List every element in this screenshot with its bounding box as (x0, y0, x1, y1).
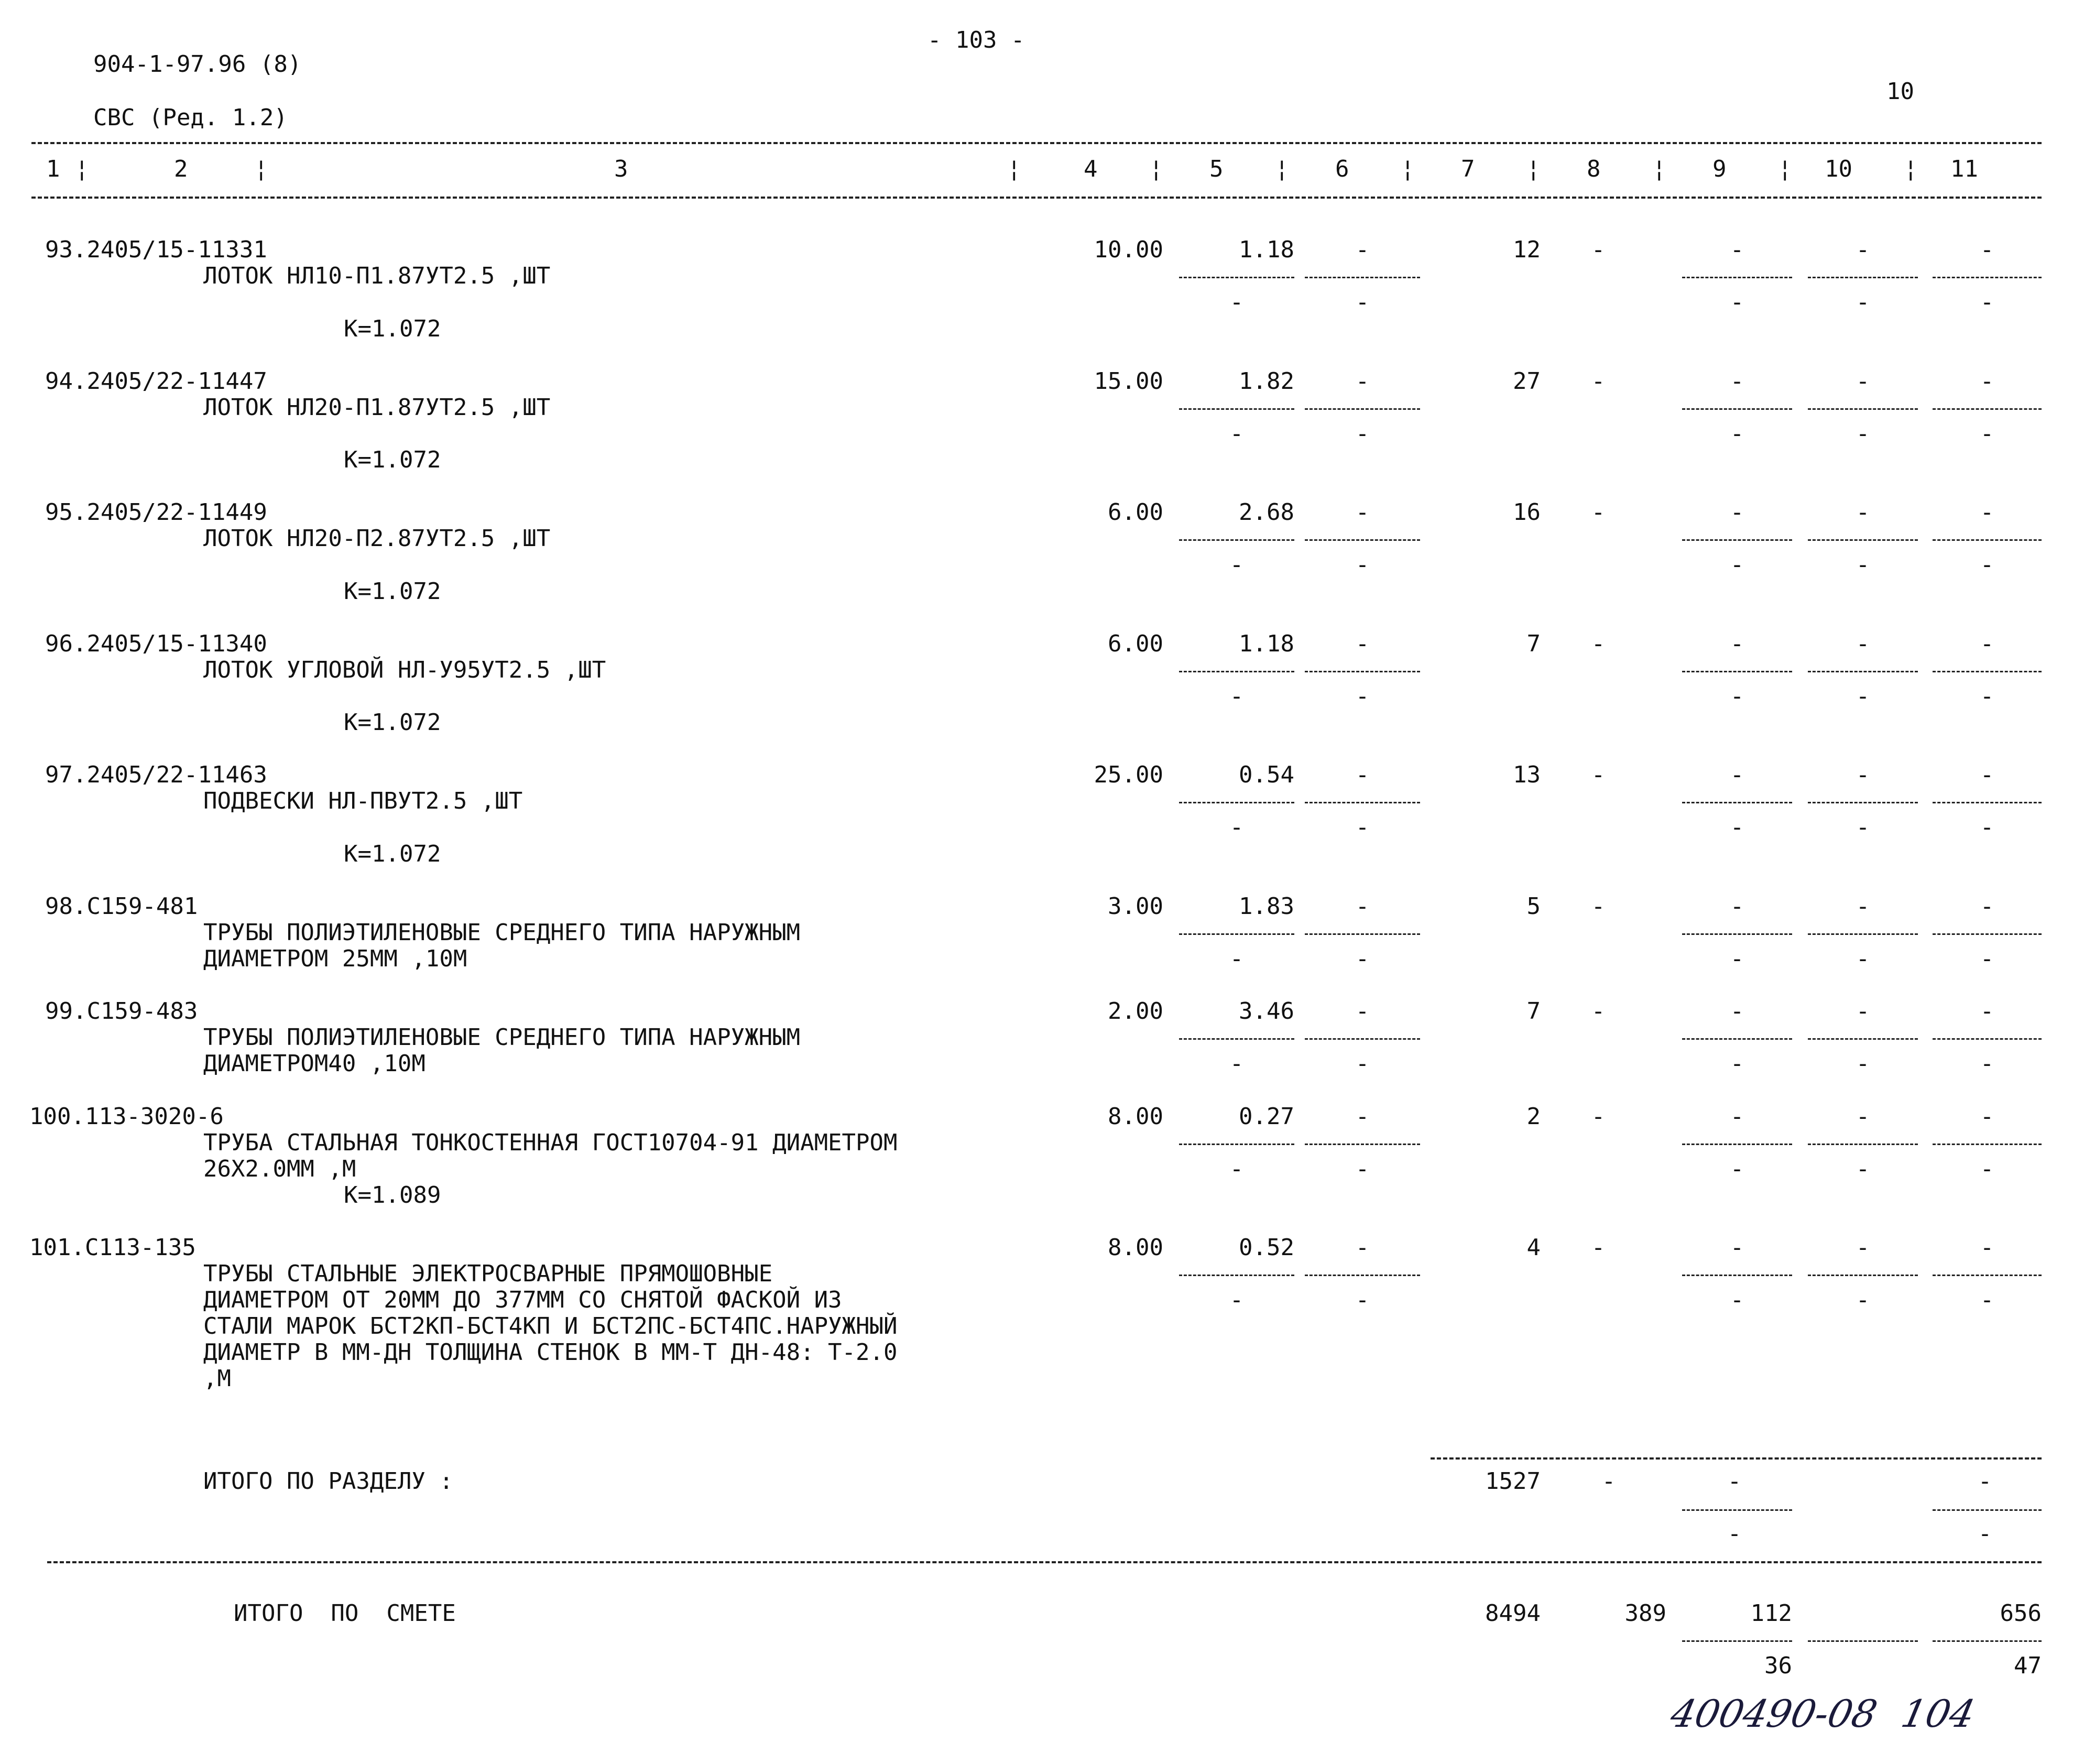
fraction-line (1682, 1038, 1792, 1040)
fraction-line (1179, 802, 1294, 803)
col-sep: ¦ (254, 156, 268, 182)
fraction-line (1682, 539, 1792, 541)
col6-lower: - (1355, 945, 1370, 972)
c10-value: - (1856, 893, 1870, 920)
coefficient: K=1.072 (344, 841, 441, 867)
item-description: ТРУБА СТАЛЬНАЯ ТОНКОСТЕННАЯ ГОСТ10704-91 ДИАМЕТРОМ (203, 1129, 898, 1156)
fraction-line (1682, 671, 1792, 672)
estimate-total-col9: 112 (1750, 1600, 1792, 1627)
unit-price-lower: - (1229, 945, 1244, 972)
c9-lower: - (1730, 1050, 1744, 1077)
c9-value: - (1730, 1103, 1744, 1130)
unit-price: 1.18 (1239, 236, 1294, 263)
c9-value: - (1730, 998, 1744, 1025)
col8-value: - (1591, 893, 1606, 920)
c10-lower: - (1856, 420, 1870, 447)
total-cost: 27 (1513, 368, 1541, 395)
c10-value: - (1856, 630, 1870, 657)
section-total-col11-lower: - (1978, 1520, 1992, 1547)
fraction-line (1808, 539, 1918, 541)
item-quantity: 25.00 (1094, 761, 1163, 788)
fraction-line (1682, 1640, 1792, 1642)
item-quantity: 15.00 (1094, 368, 1163, 395)
fraction-line (1305, 1144, 1420, 1145)
col-5: 5 (1209, 156, 1224, 182)
item-description: ПОДВЕСКИ НЛ-ПВУТ2.5 ,ШТ (203, 788, 523, 814)
handwritten-code: 400490-08 (1667, 1692, 1881, 1736)
unit-price-lower: - (1229, 420, 1244, 447)
col-sep: ¦ (1275, 156, 1289, 182)
item-description: ТРУБЫ ПОЛИЭТИЛЕНОВЫЕ СРЕДНЕГО ТИПА НАРУЖНЫМ (203, 919, 801, 946)
unit-price-lower: - (1229, 683, 1244, 710)
col6-lower: - (1355, 1287, 1370, 1313)
unit-price-lower: - (1229, 1156, 1244, 1182)
col-2: 2 (174, 156, 188, 182)
fraction-line (1682, 277, 1792, 278)
fraction-line (1305, 1275, 1420, 1276)
col6-value: - (1355, 893, 1370, 920)
coefficient: K=1.089 (344, 1182, 441, 1208)
fraction-line (1305, 539, 1420, 541)
c11-value: - (1980, 998, 1994, 1025)
section-total-rule (1431, 1457, 2042, 1460)
item-description: ДИАМЕТРОМ ОТ 20ММ ДО 377ММ СО СНЯТОЙ ФАСКОЙ ИЗ (203, 1287, 842, 1313)
fraction-line (1179, 539, 1294, 541)
col6-lower: - (1355, 289, 1370, 315)
unit-price-lower: - (1229, 1287, 1244, 1313)
fraction-line (1305, 277, 1420, 278)
fraction-line (1808, 933, 1918, 935)
c10-lower: - (1856, 289, 1870, 315)
item-number: 100.113-3020-6 (29, 1103, 224, 1130)
fraction-line (1305, 408, 1420, 410)
total-cost: 5 (1526, 893, 1541, 920)
item-number: 96.2405/15-11340 (45, 630, 267, 657)
handwritten-page: 104 (1897, 1692, 1979, 1736)
c11-lower: - (1980, 1287, 1994, 1313)
c10-value: - (1856, 236, 1870, 263)
c9-lower: - (1730, 1156, 1744, 1182)
unit-price: 0.27 (1239, 1103, 1294, 1130)
c11-lower: - (1980, 551, 1994, 578)
c10-lower: - (1856, 1156, 1870, 1182)
item-quantity: 2.00 (1108, 998, 1163, 1025)
estimate-total-col11-lower: 47 (2014, 1652, 2042, 1679)
c11-lower: - (1980, 1050, 1994, 1077)
col8-value: - (1591, 368, 1606, 395)
total-cost: 12 (1513, 236, 1541, 263)
fraction-line (1808, 408, 1918, 410)
col8-value: - (1591, 1234, 1606, 1261)
col8-value: - (1591, 998, 1606, 1025)
unit-price-lower: - (1229, 551, 1244, 578)
header-top-rule (31, 142, 2042, 144)
c11-value: - (1980, 236, 1994, 263)
unit-price-lower: - (1229, 814, 1244, 841)
program-version: СВС (Ред. 1.2) (93, 104, 288, 131)
total-cost: 2 (1526, 1103, 1541, 1130)
c9-lower: - (1730, 814, 1744, 841)
document-code: 904-1-97.96 (8) (93, 51, 302, 78)
fraction-line (1682, 1275, 1792, 1276)
c11-value: - (1980, 368, 1994, 395)
coefficient: K=1.072 (344, 447, 441, 473)
item-number: 98.C159-481 (45, 893, 198, 920)
col-6: 6 (1335, 156, 1349, 182)
c11-lower: - (1980, 289, 1994, 315)
section-total-col7: 1527 (1485, 1468, 1541, 1495)
unit-price: 0.54 (1239, 761, 1294, 788)
section-total-col9: - (1727, 1468, 1742, 1495)
unit-price: 1.82 (1239, 368, 1294, 395)
item-quantity: 6.00 (1108, 630, 1163, 657)
unit-price: 3.46 (1239, 998, 1294, 1025)
total-cost: 7 (1526, 998, 1541, 1025)
fraction-line (1808, 671, 1918, 672)
col-sep: ¦ (1904, 156, 1918, 182)
estimate-total-col9-lower: 36 (1764, 1652, 1792, 1679)
item-quantity: 3.00 (1108, 893, 1163, 920)
fraction-line (1305, 933, 1420, 935)
item-description: ЛОТОК УГЛОВОЙ НЛ-У95УТ2.5 ,ШТ (203, 657, 606, 683)
col-4: 4 (1084, 156, 1098, 182)
col-3: 3 (614, 156, 628, 182)
c11-lower: - (1980, 683, 1994, 710)
fraction-line (1305, 1038, 1420, 1040)
section-total-label: ИТОГО ПО РАЗДЕЛУ : (203, 1468, 453, 1495)
c9-lower: - (1730, 945, 1744, 972)
section-total-col8: - (1601, 1468, 1616, 1495)
col8-value: - (1591, 761, 1606, 788)
estimate-total-col11: 656 (2000, 1600, 2042, 1627)
c9-lower: - (1730, 683, 1744, 710)
col6-value: - (1355, 761, 1370, 788)
item-description: ДИАМЕТРОМ 25ММ ,10М (203, 945, 467, 972)
section-total-col11: - (1978, 1468, 1992, 1495)
c10-value: - (1856, 499, 1870, 526)
col6-value: - (1355, 1103, 1370, 1130)
fraction-line (1179, 277, 1294, 278)
item-number: 99.C159-483 (45, 998, 198, 1025)
c11-value: - (1980, 761, 1994, 788)
c11-value: - (1980, 499, 1994, 526)
col-7: 7 (1461, 156, 1475, 182)
sheet-number: 10 (1886, 78, 1914, 105)
col6-lower: - (1355, 551, 1370, 578)
col8-value: - (1591, 236, 1606, 263)
fraction-line (1179, 671, 1294, 672)
col-sep: ¦ (1007, 156, 1021, 182)
col6-value: - (1355, 1234, 1370, 1261)
c9-value: - (1730, 236, 1744, 263)
unit-price: 1.83 (1239, 893, 1294, 920)
unit-price: 0.52 (1239, 1234, 1294, 1261)
col8-value: - (1591, 1103, 1606, 1130)
total-cost: 16 (1513, 499, 1541, 526)
coefficient: K=1.072 (344, 709, 441, 736)
fraction-line (1808, 1275, 1918, 1276)
coefficient: K=1.072 (344, 578, 441, 605)
c11-lower: - (1980, 945, 1994, 972)
fraction-line (1933, 1640, 2042, 1642)
col6-value: - (1355, 499, 1370, 526)
c9-lower: - (1730, 289, 1744, 315)
c10-lower: - (1856, 683, 1870, 710)
item-description: ДИАМЕТР В ММ-ДН ТОЛЩИНА СТЕНОК В ММ-Т ДН-48: Т-2.0 (203, 1339, 898, 1366)
col-sep: ¦ (1778, 156, 1792, 182)
col-sep: ¦ (1526, 156, 1541, 182)
col-9: 9 (1712, 156, 1727, 182)
fraction-line (1933, 277, 2042, 278)
estimate-total-col7: 8494 (1485, 1600, 1541, 1627)
c11-value: - (1980, 893, 1994, 920)
col-sep: ¦ (75, 156, 89, 182)
c11-lower: - (1980, 420, 1994, 447)
fraction-line (1933, 802, 2042, 803)
col8-value: - (1591, 499, 1606, 526)
fraction-line (1808, 802, 1918, 803)
total-cost: 13 (1513, 761, 1541, 788)
item-description: ТРУБЫ СТАЛЬНЫЕ ЭЛЕКТРОСВАРНЫЕ ПРЯМОШОВНЫЕ (203, 1260, 773, 1287)
fraction-line (1933, 1144, 2042, 1145)
item-description: ЛОТОК НЛ20-П2.87УТ2.5 ,ШТ (203, 525, 551, 552)
item-number: 101.C113-135 (29, 1234, 196, 1261)
c11-value: - (1980, 1103, 1994, 1130)
c9-value: - (1730, 368, 1744, 395)
col-1: 1 (46, 156, 60, 182)
item-quantity: 8.00 (1108, 1103, 1163, 1130)
fraction-line (1808, 277, 1918, 278)
item-description: 26Х2.0ММ ,М (203, 1156, 356, 1182)
fraction-line (1682, 802, 1792, 803)
c11-lower: - (1980, 1156, 1994, 1182)
fraction-line (1933, 933, 2042, 935)
item-description: ,М (203, 1365, 231, 1392)
unit-price: 2.68 (1239, 499, 1294, 526)
header-bottom-rule (31, 197, 2042, 199)
item-quantity: 6.00 (1108, 499, 1163, 526)
col-10: 10 (1825, 156, 1852, 182)
col6-value: - (1355, 368, 1370, 395)
col6-value: - (1355, 998, 1370, 1025)
col-sep: ¦ (1401, 156, 1415, 182)
c9-value: - (1730, 761, 1744, 788)
col-8: 8 (1587, 156, 1601, 182)
col6-lower: - (1355, 420, 1370, 447)
col-sep: ¦ (1652, 156, 1666, 182)
fraction-line (1933, 1038, 2042, 1040)
fraction-line (1808, 1038, 1918, 1040)
fraction-line (1808, 1640, 1918, 1642)
fraction-line (1179, 408, 1294, 410)
c10-lower: - (1856, 1287, 1870, 1313)
estimate-total-col8: 389 (1624, 1600, 1666, 1627)
c9-value: - (1730, 1234, 1744, 1261)
item-number: 95.2405/22-11449 (45, 499, 267, 526)
fraction-line (1933, 1509, 2042, 1511)
c9-lower: - (1730, 551, 1744, 578)
c10-value: - (1856, 761, 1870, 788)
fraction-line (1933, 539, 2042, 541)
fraction-line (1682, 1509, 1792, 1511)
col-11: 11 (1950, 156, 1978, 182)
c11-value: - (1980, 1234, 1994, 1261)
c9-lower: - (1730, 420, 1744, 447)
fraction-line (1179, 933, 1294, 935)
c9-value: - (1730, 893, 1744, 920)
unit-price: 1.18 (1239, 630, 1294, 657)
fraction-line (1179, 1275, 1294, 1276)
fraction-line (1682, 408, 1792, 410)
col6-lower: - (1355, 1050, 1370, 1077)
c9-lower: - (1730, 1287, 1744, 1313)
c10-lower: - (1856, 1050, 1870, 1077)
c10-value: - (1856, 1103, 1870, 1130)
item-quantity: 10.00 (1094, 236, 1163, 263)
col6-value: - (1355, 236, 1370, 263)
c10-value: - (1856, 998, 1870, 1025)
item-number: 97.2405/22-11463 (45, 761, 267, 788)
c9-value: - (1730, 499, 1744, 526)
fraction-line (1808, 1144, 1918, 1145)
fraction-line (1305, 802, 1420, 803)
col6-lower: - (1355, 683, 1370, 710)
fraction-line (1933, 1275, 2042, 1276)
col-sep: ¦ (1149, 156, 1163, 182)
coefficient: K=1.072 (344, 315, 441, 342)
item-description: СТАЛИ МАРОК БСТ2КП-БСТ4КП И БСТ2ПС-БСТ4ПС.НАРУЖНЫЙ (203, 1313, 898, 1340)
item-description: ТРУБЫ ПОЛИЭТИЛЕНОВЫЕ СРЕДНЕГО ТИПА НАРУЖНЫМ (203, 1024, 801, 1051)
fraction-line (1305, 671, 1420, 672)
estimate-total-rule (47, 1561, 2042, 1563)
total-cost: 4 (1526, 1234, 1541, 1261)
unit-price-lower: - (1229, 289, 1244, 315)
fraction-line (1682, 1144, 1792, 1145)
col6-value: - (1355, 630, 1370, 657)
item-description: ЛОТОК НЛ20-П1.87УТ2.5 ,ШТ (203, 394, 551, 421)
item-description: ЛОТОК НЛ10-П1.87УТ2.5 ,ШТ (203, 263, 551, 289)
item-quantity: 8.00 (1108, 1234, 1163, 1261)
fraction-line (1933, 671, 2042, 672)
c10-value: - (1856, 368, 1870, 395)
fraction-line (1933, 408, 2042, 410)
item-number: 94.2405/22-11447 (45, 368, 267, 395)
item-number: 93.2405/15-11331 (45, 236, 267, 263)
unit-price-lower: - (1229, 1050, 1244, 1077)
c10-value: - (1856, 1234, 1870, 1261)
item-description: ДИАМЕТРОМ40 ,10М (203, 1050, 425, 1077)
c11-value: - (1980, 630, 1994, 657)
col6-lower: - (1355, 814, 1370, 841)
col8-value: - (1591, 630, 1606, 657)
fraction-line (1682, 933, 1792, 935)
estimate-total-label: ИТОГО ПО СМЕТЕ (234, 1600, 456, 1627)
col6-lower: - (1355, 1156, 1370, 1182)
page-number: - 103 - (928, 27, 1025, 53)
total-cost: 7 (1526, 630, 1541, 657)
section-total-col9-lower: - (1727, 1520, 1742, 1547)
fraction-line (1179, 1144, 1294, 1145)
c10-lower: - (1856, 945, 1870, 972)
c9-value: - (1730, 630, 1744, 657)
c11-lower: - (1980, 814, 1994, 841)
fraction-line (1179, 1038, 1294, 1040)
c10-lower: - (1856, 814, 1870, 841)
c10-lower: - (1856, 551, 1870, 578)
